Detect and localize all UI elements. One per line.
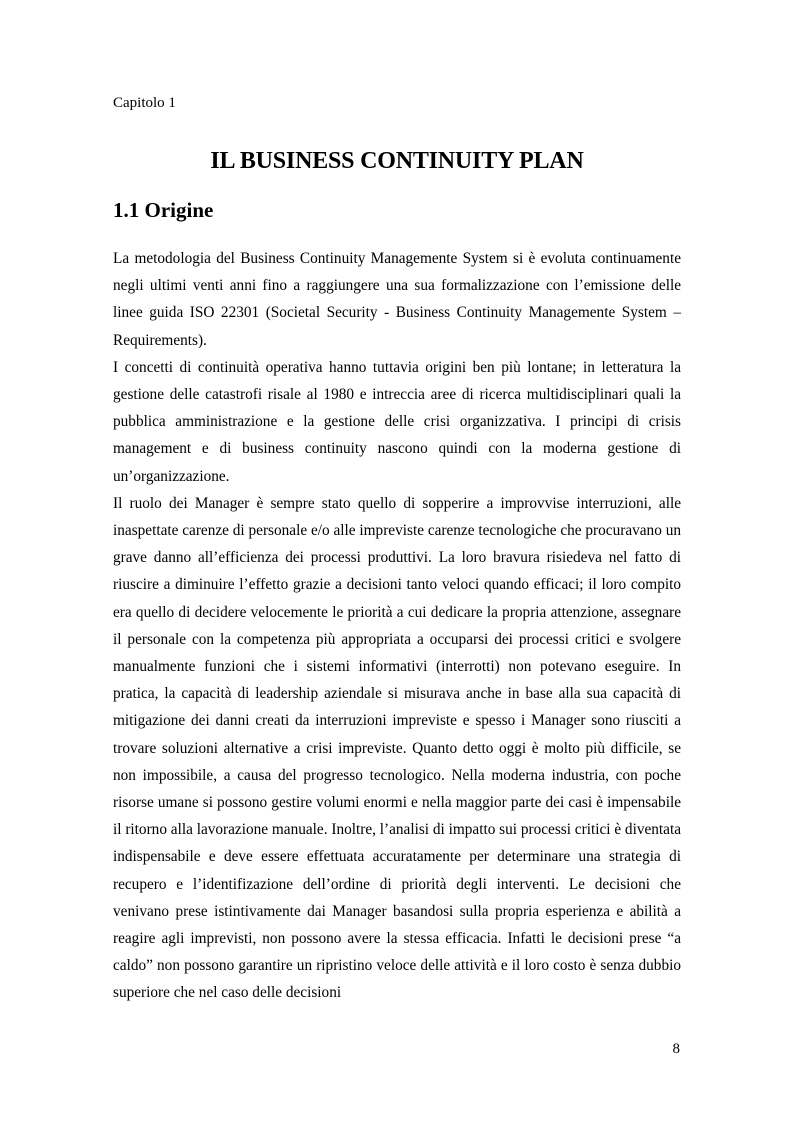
body-text — [113, 245, 681, 1007]
page-number: 8 — [672, 1041, 680, 1057]
chapter-label: Capitolo 1 — [113, 95, 176, 111]
section-heading: 1.1 Origine — [113, 198, 214, 222]
chapter-title: IL BUSINESS CONTINUITY PLAN — [210, 148, 584, 174]
paragraph-2: I concetti di continuità operativa hanno tuttavia origini ben più lontane; in letteratura la gestione delle catastrofi risale al 1980 e intreccia aree di ricerca multidisciplinari quali la pubblica amministrazione e la gestione delle crisi organizzativa. I principi di crisis management e di business continuity nascono quindi con la moderna gestione di un’organizzazione. — [113, 358, 681, 485]
paragraph-1: La metodologia del Business Continuity Managemente System si è evoluta continuamente negli ultimi venti anni fino a raggiungere una sua formalizzazione con l’emissione delle linee guida ISO 22301 (Societal Security - Business Continuity Managemente System – Requirements). — [113, 250, 681, 349]
paragraph-3: Il ruolo dei Manager è sempre stato quello di sopperire a improvvise interruzioni, alle inaspettate carenze di personale e/o alle impreviste carenze tecnologiche che procuravano un grave danno all’efficienza dei processi produttivi. La loro bravura risiedeva nel fatto di riuscire a diminuire l’effetto grazie a decisioni tanto veloci quando efficaci; il loro compito era quello di decidere velocemente le priorità a cui dedicare la propria attenzione, assegnare il personale con la competenza più appropriata a occuparsi dei processi critici e svolgere manualmente funzioni che i sistemi informativi (interrotti) non potevano eseguire. In pratica, la capacità di leadership aziendale si misurava anche in base alla sua capacità di mitigazione dei danni creati da interruzioni impreviste e spesso i Manager sono riusciti a trovare soluzioni alternative a crisi impreviste. Quanto detto oggi è molto più difficile, se non impossibile, a causa del progresso tecnologico. Nella moderna industria, con poche risorse umane si possono gestire volumi enormi e nella maggior parte dei casi è impensabile il ritorno alla lavorazione manuale. Inoltre, l’analisi di impatto sui processi critici è diventata indispensabile e deve essere effettuata accuratamente per determinare una strategia di recupero e l’identifizazione dell’ordine di priorità degli interventi. Le decisioni che venivano prese istintivamente dai Manager basandosi sulla propria esperienza e abilità a reagire agli imprevisti, non possono avere la stessa efficacia. Infatti le decisioni prese “a caldo” non possono garantire un ripristino veloce delle attività e il loro costo è senza dubbio superiore che nel caso delle decisioni — [113, 494, 681, 1002]
